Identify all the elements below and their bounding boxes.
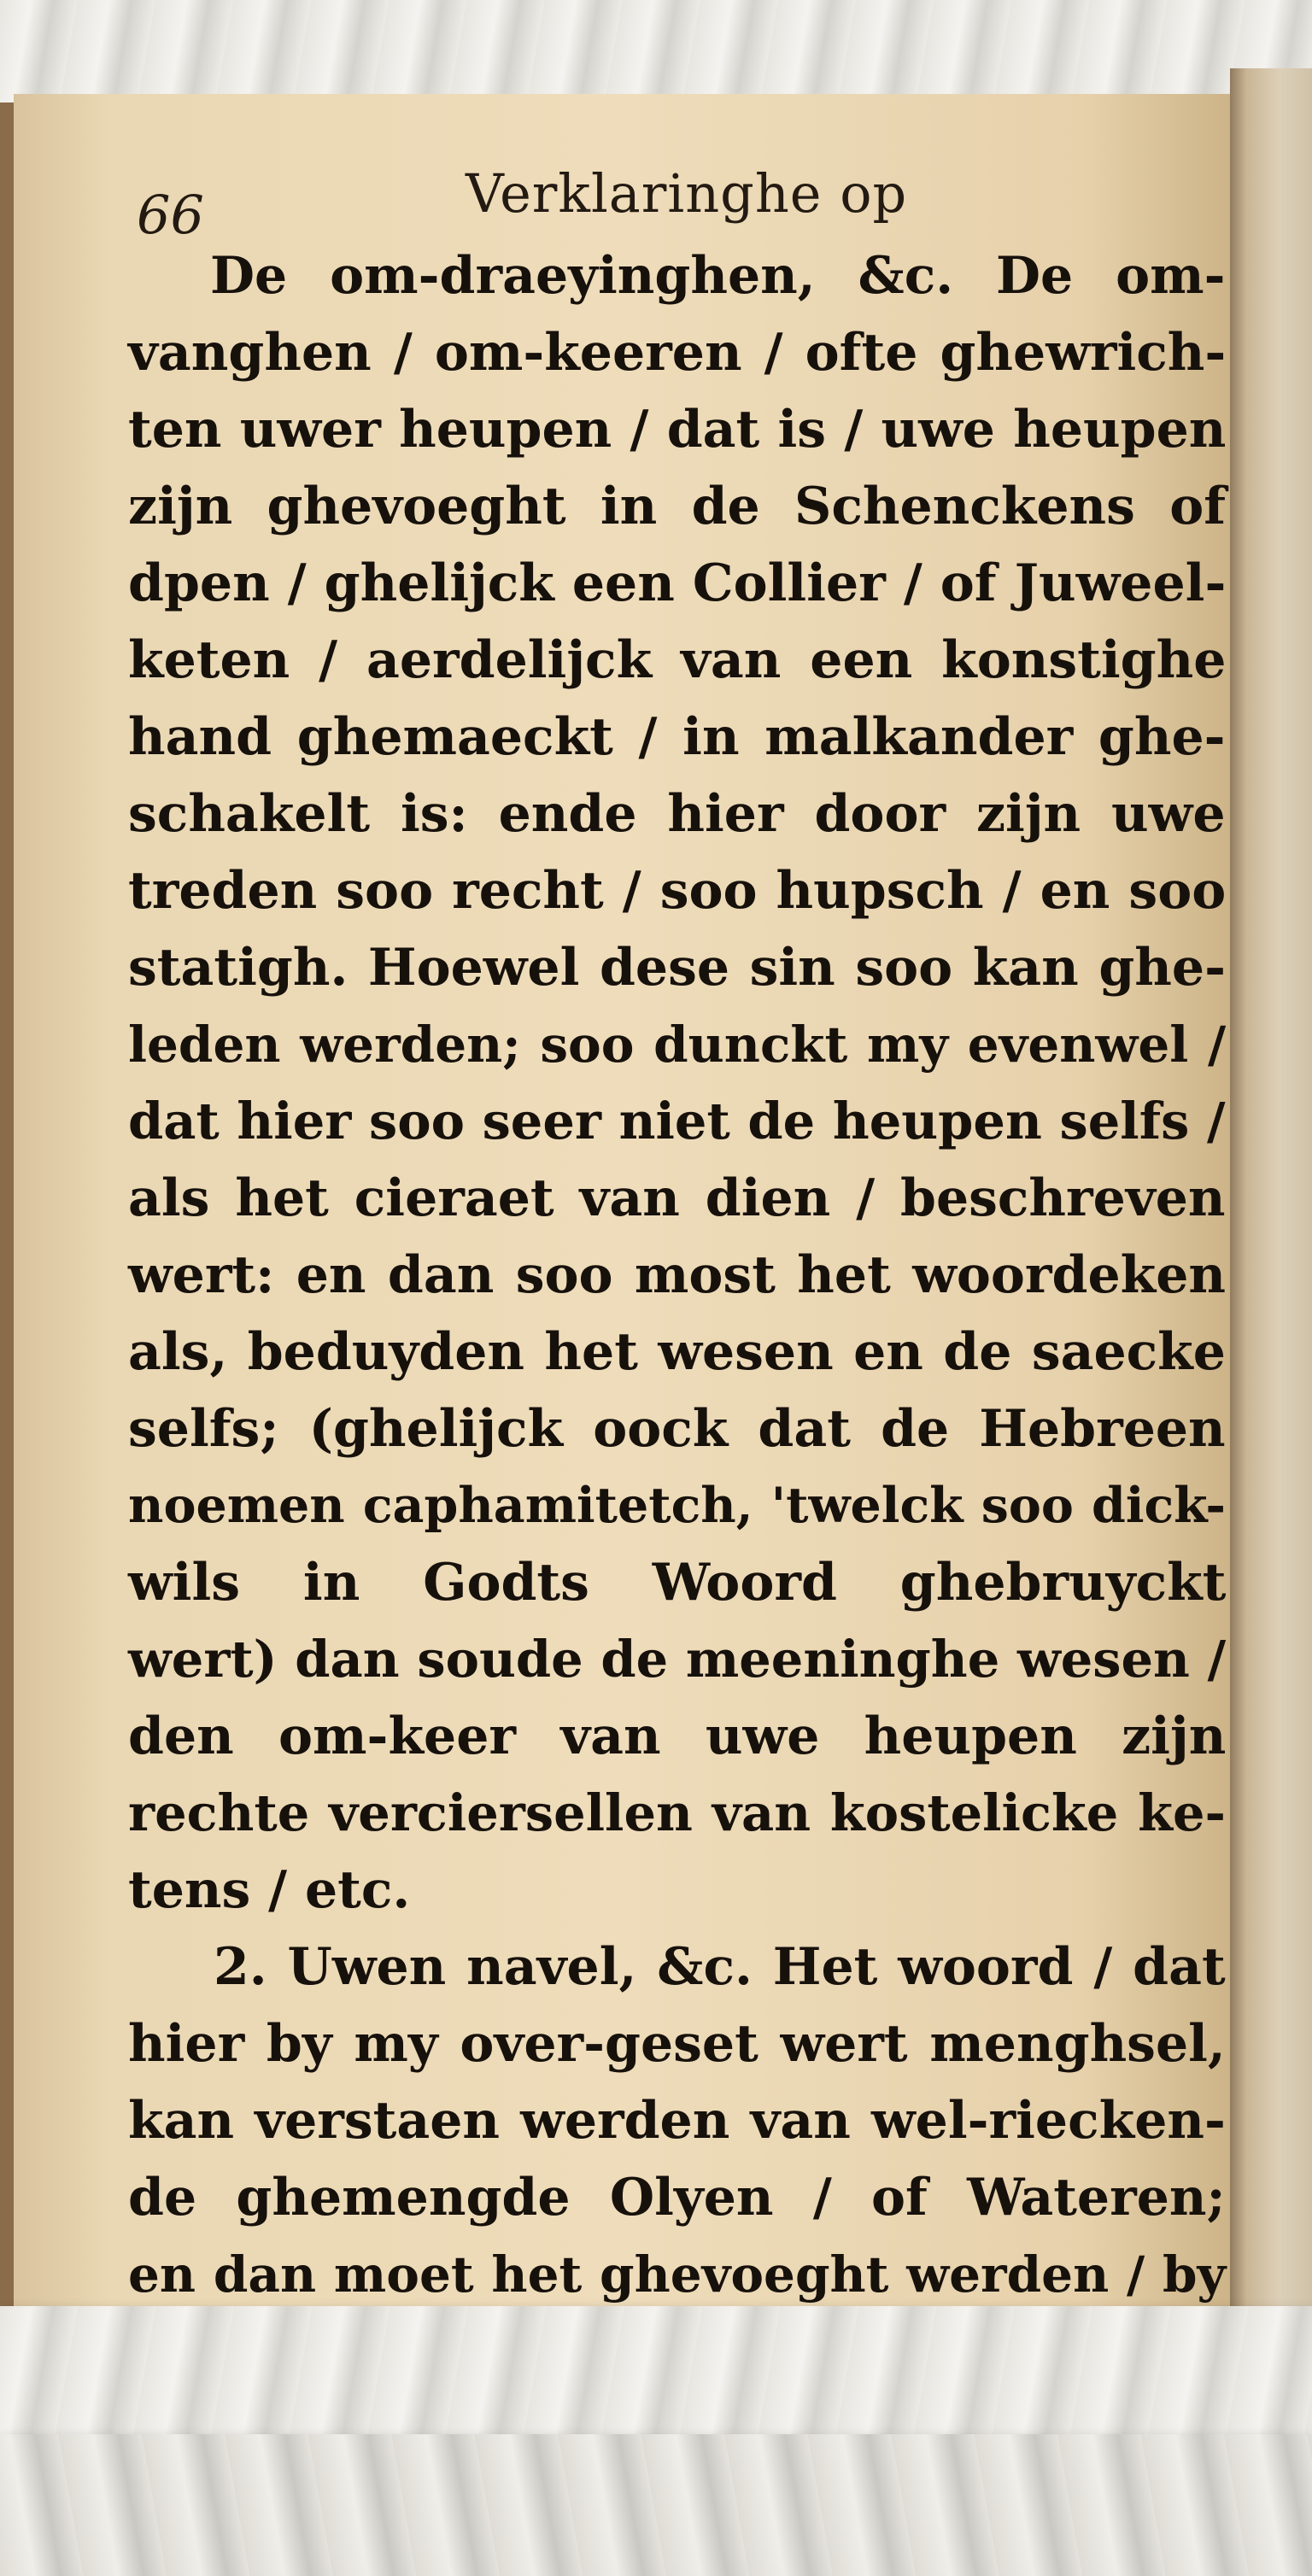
text-line: wils in Godts Woord ghebruyckt xyxy=(128,1553,1227,1613)
text-line: en dan moet het ghevoeght werden / by xyxy=(128,2245,1227,2304)
text-line: den om-keer van uwe heupen zijn xyxy=(128,1707,1227,1766)
bottom-cloth-strip xyxy=(0,2434,1312,2576)
text-line: wert: en dan soo most het woordeken xyxy=(128,1245,1227,1305)
text-line: statigh. Hoewel dese sin soo kan ghe- xyxy=(128,938,1226,998)
text-line: als het cieraet van dien / beschreven xyxy=(128,1168,1226,1228)
text-line: als, beduyden het wesen en de saecke xyxy=(128,1322,1226,1382)
text-line: vanghen / om-keeren / ofte ghewrich- xyxy=(128,323,1227,383)
facing-page-edge xyxy=(1230,68,1312,2323)
text-line: de ghemengde Olyen / of Wateren; xyxy=(128,2168,1226,2228)
text-line: hand ghemaeckt / in malkander ghe- xyxy=(128,707,1226,767)
text-line: ten uwer heupen / dat is / uwe heupen xyxy=(128,400,1227,460)
text-line: noemen caphamitetch, 'twelck soo dick- xyxy=(128,1477,1227,1534)
text-line: selfs; (ghelijck oock dat de Hebreen xyxy=(128,1399,1226,1459)
text-line: kan verstaen werden van wel-riecken- xyxy=(128,2091,1226,2151)
running-head: Verklaringhe op xyxy=(466,162,908,225)
text-line: De om-draeyinghen, &c. De om- xyxy=(210,246,1226,306)
text-block xyxy=(128,237,1226,2467)
text-line: keten / aerdelijck van een konstighe xyxy=(128,630,1227,690)
text-line: 2. Uwen navel, &c. Het woord / dat xyxy=(214,1937,1226,1997)
text-line: rechte verciersellen van kostelicke ke- xyxy=(128,1783,1226,1842)
page-number: 66 xyxy=(137,184,204,246)
text-line: wert) dan soude de meeninghe wesen / xyxy=(128,1630,1227,1689)
text-line: dpen / ghelijck een Collier / of Juweel- xyxy=(128,553,1227,613)
text-line: tens / etc. xyxy=(128,1860,411,1920)
text-line: schakelt is: ende hier door zijn uwe xyxy=(128,784,1226,844)
book-left-edge xyxy=(0,102,14,2323)
bottom-cloth-strip xyxy=(0,2306,1312,2434)
text-line: leden werden; soo dunckt my evenwel / xyxy=(128,1016,1227,1074)
text-line: zijn ghevoeght in de Schenckens of xyxy=(128,477,1227,536)
text-line: dat hier soo seer niet de heupen selfs / xyxy=(128,1092,1226,1150)
text-line: hier by my over-geset wert menghsel, xyxy=(128,2014,1226,2074)
text-line: treden soo recht / soo hupsch / en soo xyxy=(128,861,1227,921)
